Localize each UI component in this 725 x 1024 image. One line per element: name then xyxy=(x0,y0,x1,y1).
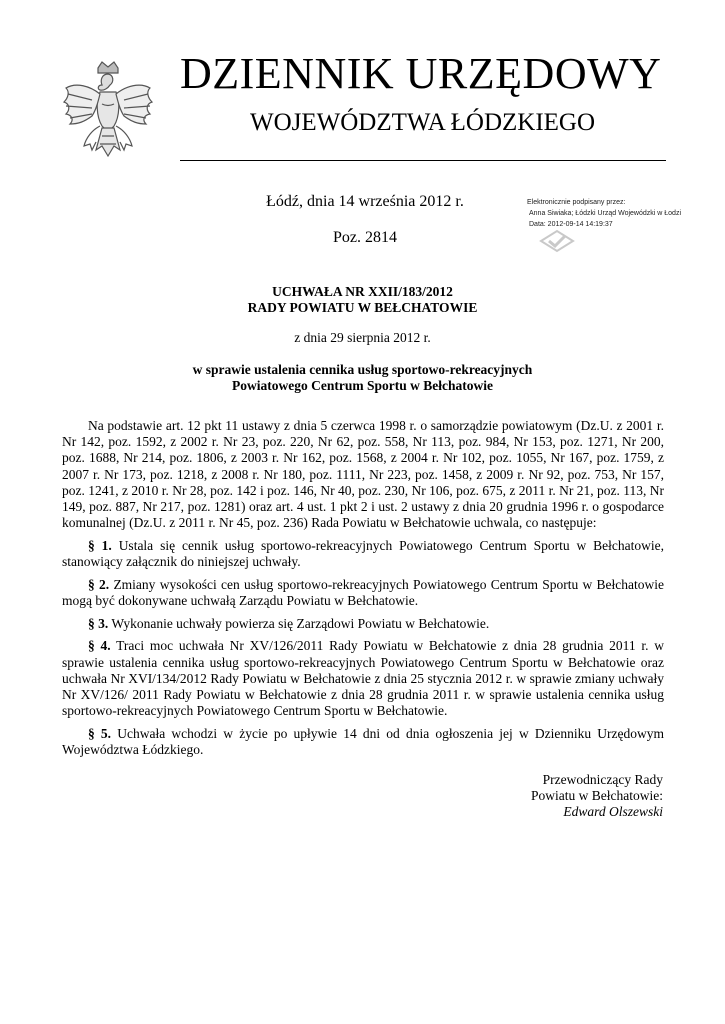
paragraph-3-text: Wykonanie uchwały powierza się Zarządowi Powiatu w Bełchatowie. xyxy=(111,615,490,631)
resolution-body-text xyxy=(62,418,664,765)
paragraph-1-text: Ustala się cennik usług sportowo-rekreacyjnych Powiatowego Centrum Sportu w Bełchatowie, stanowiący załącznik do niniejszej uchwały. xyxy=(62,537,665,570)
signature-date: Data: 2012-09-14 14:19:37 xyxy=(529,221,613,228)
preamble: Na podstawie art. 12 pkt 11 ustawy z dnia 5 czerwca 1998 r. o samorządzie powiatowym (Dz.U. z 2001 r. Nr 142, poz. 1592, z 2002 r. Nr 23, poz. 220, Nr 62, poz. 558, Nr 113, poz. 984, Nr 153, poz. 1271, Nr 200, poz. 1688, Nr 214, poz. 1806, z 2003 r. Nr 162, poz. 1568, z 2004 r. Nr 102, poz. 1055, Nr 167, poz. 1759, z 2007 r. Nr 173, poz. 1218, z 2008 r. Nr 180, poz. 1111, Nr 223, poz. 1458, z 2009 r. Nr 92, poz. 753, Nr 157, poz. 1241, z 2010 r. Nr 28, poz. 142 i poz. 146, Nr 40, poz. 230, Nr 106, poz. 675, z 2011 r. Nr 21, poz. 113, Nr 149, poz. 887, Nr 217, poz. 1281) oraz art. 4 ust. 1 pkt 2 i ust. 2 ustawy z dnia 20 grudnia 1996 r. o gospodarce komunalnej (Dz.U. z 2011 r. Nr 45, poz. 236) Rada Powiatu w Bełchatowie uchwala, co następuje: xyxy=(62,418,664,531)
signoff-role-line1: Przewodniczący Rady xyxy=(542,772,663,787)
resolution-title xyxy=(130,284,595,316)
paragraph-2 xyxy=(62,577,664,609)
paragraph-5-text: Uchwała wchodzi w życie po upływie 14 dni od dnia ogłoszenia jej w Dzienniku Urzędowym Województwa Łódzkiego. xyxy=(62,725,665,758)
electronic-signature xyxy=(527,197,687,230)
paragraph-4 xyxy=(62,638,664,719)
signoff-name: Edward Olszewski xyxy=(563,804,663,820)
position-number: Poz. 2814 xyxy=(333,229,397,246)
paragraph-4-number: § 4. xyxy=(88,638,111,654)
paragraph-5-number: § 5. xyxy=(88,725,112,741)
paragraph-1-number: § 1. xyxy=(88,537,112,553)
masthead-title: DZIENNIK URZĘDOWY xyxy=(180,49,662,98)
resolution-subject-line2: Powiatowego Centrum Sportu w Bełchatowie xyxy=(232,378,493,393)
masthead-rule xyxy=(180,160,666,161)
signoff-role-line2: Powiatu w Bełchatowie: xyxy=(531,788,663,804)
publication-date: Łódź, dnia 14 września 2012 r. xyxy=(266,193,464,210)
paragraph-2-number: § 2. xyxy=(88,576,110,592)
paragraph-3 xyxy=(62,616,664,632)
paragraph-5 xyxy=(62,726,664,758)
resolution-subject-line1: w sprawie ustalenia cennika usług sportowo-rekreacyjnych xyxy=(192,362,533,377)
resolution-date: z dnia 29 sierpnia 2012 r. xyxy=(294,330,431,345)
paragraph-2-text: Zmiany wysokości cen usług sportowo-rekreacyjnych Powiatowego Centrum Sportu w Bełchatowie mogą być dokonywane uchwałą Zarządu Powiatu w Bełchatowie. xyxy=(62,576,665,609)
signoff xyxy=(531,772,663,821)
resolution-body: RADY POWIATU W BEŁCHATOWIE xyxy=(247,300,478,315)
paragraph-1 xyxy=(62,538,664,570)
masthead-subtitle: WOJEWÓDZTWA ŁÓDZKIEGO xyxy=(249,109,596,136)
signature-label: Elektronicznie podpisany przez: xyxy=(527,199,626,206)
polish-eagle-emblem xyxy=(62,60,154,168)
paragraph-4-text: Traci moc uchwała Nr XV/126/2011 Rady Powiatu w Bełchatowie z dnia 28 grudnia 2011 r. w sprawie ustalenia cennika usług sportowo-rekreacyjnych Powiatowego Centrum Sportu w Bełchatowie oraz uchwała Nr XVI/134/2012 Rady Powiatu w Bełchatowie z dnia 25 stycznia 2012 r. w sprawie zmiany uchwały Nr XV/126/ 2011 Rady Powiatu w Bełchatowie z dnia 28 grudnia 2011 r. w sprawie ustalenia cennika usług sportowo-rekreacyjnych Powiatowego Centrum Sportu w Bełchatowie. xyxy=(62,638,665,719)
resolution-subject xyxy=(130,362,595,394)
resolution-number: UCHWAŁA NR XXII/183/2012 xyxy=(272,284,453,299)
signature-check-icon xyxy=(537,227,577,255)
signature-signer: Anna Siwiaka; Łódzki Urząd Wojewódzki w Łodzi xyxy=(529,210,681,217)
paragraph-3-number: § 3. xyxy=(88,615,109,631)
